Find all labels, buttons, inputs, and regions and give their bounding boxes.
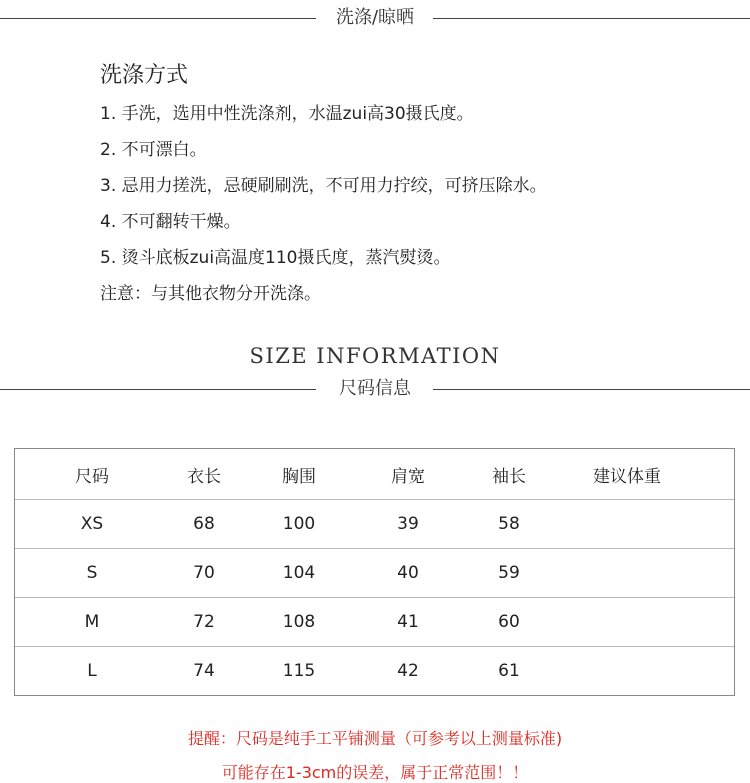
- header-shoulder: 肩宽: [391, 466, 425, 487]
- table-row: [15, 548, 734, 597]
- header-chest: 胸围: [282, 466, 316, 487]
- washing-step-1: 1. 手洗，选用中性洗涤剂，水温zui高30摄氏度。: [100, 104, 474, 124]
- cell-size: S: [86, 563, 98, 583]
- table-row: [15, 646, 734, 695]
- washing-step-2: 2. 不可漂白。: [100, 140, 207, 160]
- divider-line-right: [433, 18, 750, 19]
- washing-title: 洗涤方式: [100, 63, 189, 88]
- header-length: 衣长: [187, 466, 221, 487]
- table-header-row: [15, 449, 734, 499]
- cell-sleeve: 61: [498, 661, 520, 681]
- header-sleeve: 袖长: [492, 466, 526, 487]
- table-row: [15, 499, 734, 548]
- cell-chest: 115: [282, 661, 316, 681]
- cell-sleeve: 59: [498, 563, 520, 583]
- measurement-tolerance-note: 可能存在1-3cm的误差，属于正常范围！！: [221, 763, 529, 782]
- size-section-divider: [0, 374, 750, 404]
- header-weight: 建议体重: [593, 466, 661, 487]
- washing-step-3: 3. 忌用力搓洗，忌硬刷刷洗，不可用力拧绞，可挤压除水。: [100, 176, 547, 196]
- table-row: [15, 597, 734, 646]
- size-section-label: 尺码信息: [339, 378, 411, 399]
- cell-chest: 104: [282, 563, 316, 583]
- cell-chest: 100: [282, 514, 316, 534]
- size-table: [14, 448, 735, 696]
- cell-size: XS: [80, 514, 104, 534]
- cell-sleeve: 60: [498, 612, 520, 632]
- divider-line-right: [433, 389, 750, 390]
- measurement-reminder: 提醒：尺码是纯手工平铺测量（可参考以上测量标准): [187, 729, 563, 748]
- cell-length: 74: [193, 661, 215, 681]
- washing-instructions: [100, 60, 720, 312]
- cell-chest: 108: [282, 612, 316, 632]
- washing-note: 注意：与其他衣物分开洗涤。: [100, 284, 321, 304]
- washing-step-4: 4. 不可翻转干燥。: [100, 212, 241, 232]
- cell-length: 72: [193, 612, 215, 632]
- cell-shoulder: 39: [397, 514, 419, 534]
- header-size: 尺码: [75, 466, 109, 487]
- cell-size: L: [87, 661, 97, 681]
- cell-shoulder: 40: [397, 563, 419, 583]
- cell-shoulder: 41: [397, 612, 419, 632]
- cell-shoulder: 42: [397, 661, 419, 681]
- care-section-label: 洗涤/晾晒: [335, 7, 415, 28]
- cell-sleeve: 58: [498, 514, 520, 534]
- cell-size: M: [84, 612, 100, 632]
- size-information-heading: SIZE INFORMATION: [249, 344, 501, 368]
- cell-length: 68: [193, 514, 215, 534]
- care-section-divider: [0, 3, 750, 33]
- washing-step-5: 5. 烫斗底板zui高温度110摄氏度，蒸汽熨烫。: [100, 248, 451, 268]
- cell-length: 70: [193, 563, 215, 583]
